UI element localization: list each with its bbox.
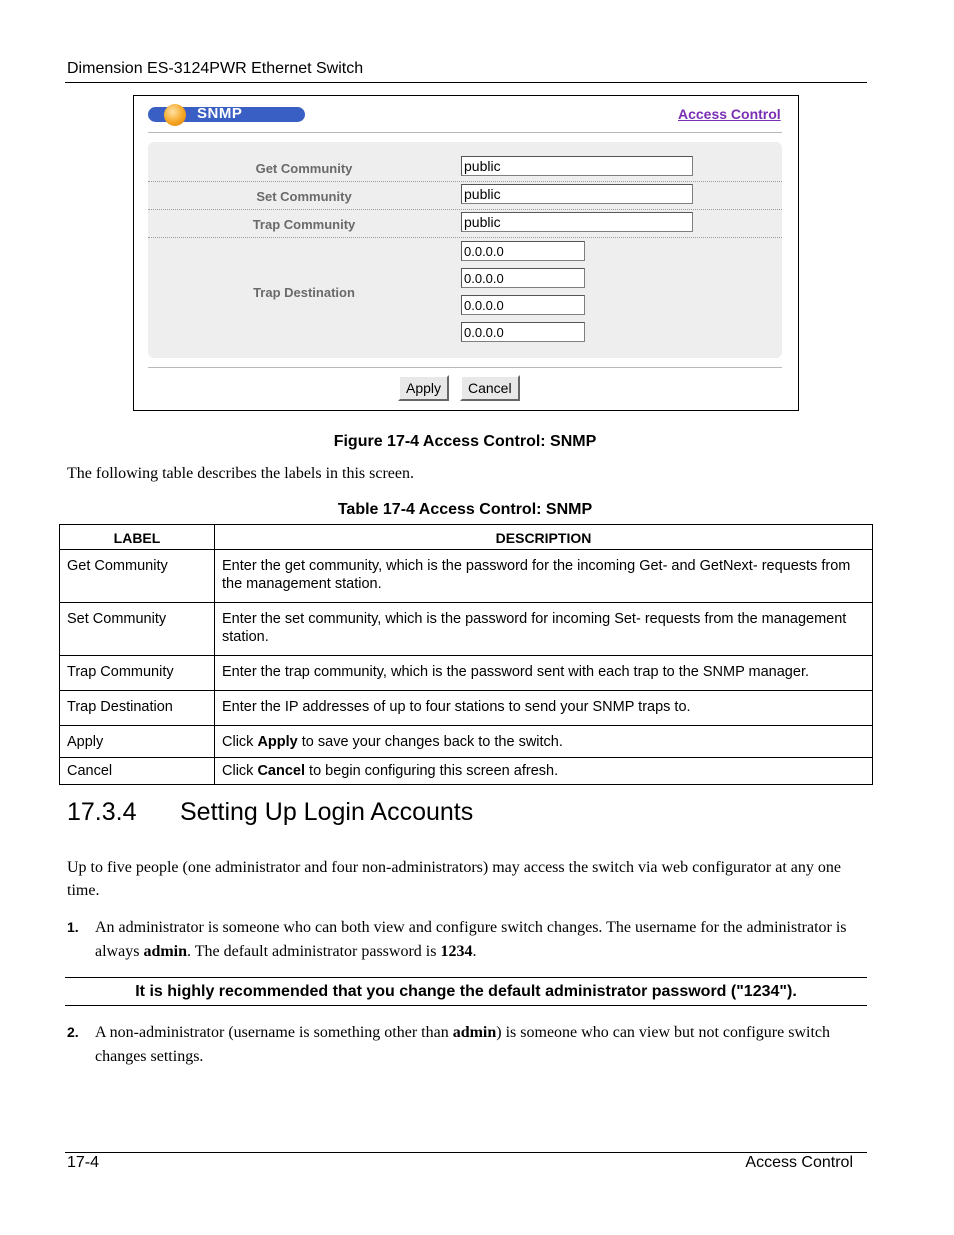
row-divider [148, 237, 782, 238]
column-header-label: LABEL [60, 525, 215, 550]
section-number: 17.3.4 [67, 798, 137, 826]
get-community-label: Get Community [255, 161, 353, 176]
table-row [60, 550, 873, 603]
row-label: Cancel [60, 758, 215, 785]
list-item: An administrator is someone who can both view and configure switch changes. The username for the administrator is always admin. The default administrator password is 1234. [95, 919, 847, 960]
footer-chapter: Access Control [745, 1154, 853, 1171]
figure-caption: Figure 17-4 Access Control: SNMP [333, 433, 597, 450]
section-intro: Up to five people (one administrator and four non-administrators) may access the switch via web configurator at any one time. [67, 859, 841, 899]
row-description: Enter the set community, which is the password for incoming Set- requests from the management station. [215, 603, 873, 656]
row-description: Enter the trap community, which is the password sent with each trap to the SNMP manager. [215, 656, 873, 691]
title-divider [148, 132, 782, 133]
list-item-number: 1. [67, 919, 79, 935]
set-community-label: Set Community [256, 189, 352, 204]
list-item-number: 2. [67, 1024, 79, 1040]
list-item: A non-administrator (username is something other than admin) is someone who can view but not configure switch changes settings. [95, 1024, 830, 1065]
title-orb-icon [164, 104, 186, 126]
header-rule [65, 82, 867, 83]
set-community-input[interactable] [461, 184, 693, 204]
access-control-link[interactable]: Access Control [678, 106, 781, 122]
row-divider [148, 181, 782, 182]
apply-button[interactable]: Apply [398, 375, 449, 401]
row-description: Enter the IP addresses of up to four stations to send your SNMP traps to. [215, 691, 873, 726]
section-heading [67, 798, 473, 827]
row-description: Click Cancel to begin configuring this screen afresh. [215, 758, 873, 785]
row-label: Set Community [60, 603, 215, 656]
trap-community-label: Trap Community [252, 217, 356, 232]
note-rule-top [65, 977, 867, 978]
intro-text: The following table describes the labels in this screen. [67, 465, 415, 482]
trap-destination-input-3[interactable] [461, 295, 585, 315]
trap-community-input[interactable] [461, 212, 693, 232]
table-row [60, 726, 873, 758]
page-header-title: Dimension ES-3124PWR Ethernet Switch [67, 60, 364, 77]
table-row [60, 603, 873, 656]
trap-destination-input-1[interactable] [461, 241, 585, 261]
footer-rule [65, 1152, 867, 1153]
trap-destination-label: Trap Destination [253, 285, 355, 300]
table-caption: Table 17-4 Access Control: SNMP [337, 501, 593, 518]
trap-destination-input-4[interactable] [461, 322, 585, 342]
table-row [60, 691, 873, 726]
page-number: 17-4 [67, 1154, 100, 1171]
row-label: Get Community [60, 550, 215, 603]
get-community-input[interactable] [461, 156, 693, 176]
row-label: Apply [60, 726, 215, 758]
description-table [59, 524, 873, 785]
snmp-screenshot [133, 95, 799, 411]
cancel-button[interactable]: Cancel [460, 375, 520, 401]
trap-destination-input-2[interactable] [461, 268, 585, 288]
row-label: Trap Community [60, 656, 215, 691]
row-label: Trap Destination [60, 691, 215, 726]
row-description: Enter the get community, which is the password for the incoming Get- and GetNext- requests from the management station. [215, 550, 873, 603]
section-title: Setting Up Login Accounts [180, 798, 474, 826]
button-divider [148, 367, 782, 368]
note-rule-bottom [65, 1005, 867, 1006]
note-text: It is highly recommended that you change the default administrator password ("1234"). [135, 983, 797, 1000]
table-row [60, 656, 873, 691]
column-header-description: DESCRIPTION [215, 525, 873, 550]
row-divider [148, 209, 782, 210]
screen-title: SNMP [197, 105, 243, 122]
table-row [60, 758, 873, 785]
row-description: Click Apply to save your changes back to the switch. [215, 726, 873, 758]
